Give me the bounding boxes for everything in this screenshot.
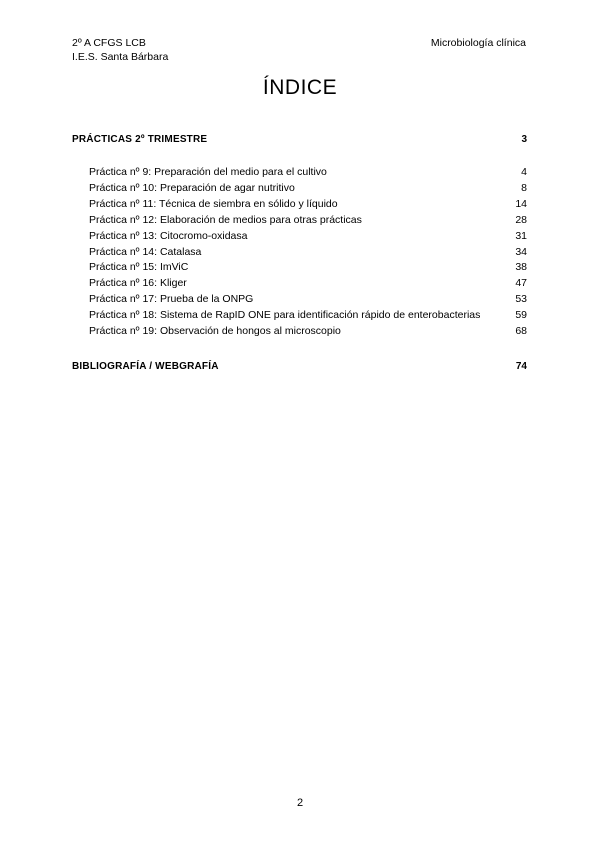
- toc-entry-page: 28: [515, 213, 527, 226]
- toc-section-bibliografia: [72, 360, 527, 374]
- toc-entry-page: 8: [521, 181, 527, 194]
- header-subject: Microbiología clínica: [430, 37, 526, 49]
- toc-section-page: 74: [515, 361, 527, 372]
- toc-entry-label: Práctica nº 18: Sistema de RapID ONE para identificación rápido de enterobacterias: [89, 309, 481, 322]
- toc-entry-page: 59: [515, 309, 527, 322]
- toc-entry: [72, 308, 527, 324]
- page-number: 2: [296, 797, 304, 809]
- toc-section-label: PRÁCTICAS 2º TRIMESTRE: [72, 134, 208, 145]
- header-school: I.E.S. Santa Bárbara: [72, 51, 169, 63]
- toc-entry-label: Práctica nº 13: Citocromo-oxidasa: [89, 229, 248, 242]
- toc-entry-label: Práctica nº 11: Técnica de siembra en sólido y líquido: [89, 197, 338, 210]
- toc-entry-label: Práctica nº 19: Observación de hongos al microscopio: [89, 325, 341, 338]
- toc-entry-page: 31: [515, 229, 527, 242]
- toc-entry-label: Práctica nº 14: Catalasa: [89, 245, 202, 258]
- toc-entry-page: 68: [515, 325, 527, 338]
- toc-entry: [72, 229, 527, 245]
- header-left: [72, 36, 168, 64]
- toc-section-practicas: [72, 133, 527, 147]
- toc-entry-page: 4: [521, 166, 527, 178]
- toc-section-page: 3: [521, 134, 527, 145]
- toc-entry: [72, 165, 527, 181]
- toc-entry-page: 34: [515, 245, 527, 258]
- toc-entry-list: [72, 165, 527, 340]
- toc-entry-label: Práctica nº 15: ImViC: [89, 261, 189, 274]
- toc-entry: [72, 260, 527, 276]
- toc-entry-label: Práctica nº 9: Preparación del medio para el cultivo: [89, 166, 327, 178]
- header-course: 2º A CFGS LCB: [72, 37, 146, 49]
- toc-entry-label: Práctica nº 16: Kliger: [89, 277, 187, 290]
- toc-entry-page: 53: [515, 293, 527, 306]
- toc-entry-label: Práctica nº 17: Prueba de la ONPG: [89, 293, 254, 306]
- toc-section-label: BIBLIOGRAFÍA / WEBGRAFÍA: [72, 361, 219, 372]
- toc-entry-page: 38: [515, 261, 527, 274]
- toc-entry: [72, 292, 527, 308]
- toc-entry-label: Práctica nº 12: Elaboración de medios para otras prácticas: [89, 213, 362, 226]
- toc-entry-page: 14: [515, 197, 527, 210]
- toc-entry: [72, 213, 527, 229]
- toc-entry: [72, 324, 527, 340]
- toc-entry: [72, 276, 527, 292]
- toc-entry: [72, 181, 527, 197]
- toc-entry: [72, 245, 527, 261]
- toc-entry-label: Práctica nº 10: Preparación de agar nutritivo: [89, 181, 295, 194]
- page-title: ÍNDICE: [262, 76, 338, 99]
- toc-entry: [72, 197, 527, 213]
- toc-entry-page: 47: [515, 277, 527, 290]
